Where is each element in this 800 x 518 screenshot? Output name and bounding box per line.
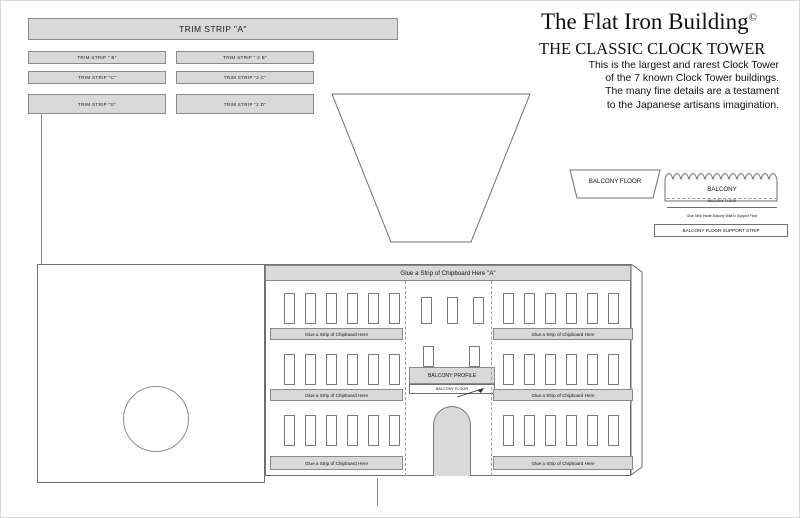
trim-strip-2b: TRIM STRIP " 2 B" [176, 51, 314, 64]
trim-strip-c: TRIM STRIP "C" [28, 71, 166, 84]
window [524, 354, 535, 385]
window [423, 346, 434, 367]
glue-band-top: Glue a Strip of Chipboard Here "A" [265, 265, 631, 281]
window [587, 293, 598, 324]
trim-strip-b: TRIM STRIP " B" [28, 51, 166, 64]
balcony-wall-piece [664, 167, 780, 202]
balcony-profile-box: BALCONY PROFILE [409, 367, 495, 384]
glue-band-row1-left: Glue a Strip of Chipboard Here [270, 328, 403, 340]
balcony-floor-sub-label: BALCONY FLOOR [707, 199, 737, 203]
description-block [521, 59, 779, 112]
copyright-symbol: © [748, 11, 757, 24]
glue-band-row2-right: Glue a Strip of Chipboard Here [493, 389, 633, 401]
window [608, 293, 619, 324]
window [503, 293, 514, 324]
window-row-2-right [498, 354, 628, 386]
leader-line-bottom [377, 478, 378, 506]
window [389, 354, 400, 385]
window [326, 415, 337, 446]
description-line-2: of the 7 known Clock Tower buildings. [605, 73, 779, 85]
window [389, 293, 400, 324]
glue-band-row3-left: Glue a Strip of Chipboard Here [270, 456, 403, 470]
window [566, 354, 577, 385]
page-subtitle: THE CLASSIC CLOCK TOWER [539, 39, 766, 58]
window [305, 354, 316, 385]
window [284, 354, 295, 385]
window [545, 293, 556, 324]
window [347, 415, 358, 446]
window [608, 354, 619, 385]
center-balcony-windows [419, 346, 489, 368]
window [305, 415, 316, 446]
glue-band-row1-right: Glue a Strip of Chipboard Here [493, 328, 633, 340]
balcony-wall-base-line [667, 207, 777, 208]
balcony-floor-label: BALCONY FLOOR [588, 177, 642, 185]
fold-line-right [491, 281, 492, 476]
description-line-4: to the Japanese artisans imagination. [606, 99, 779, 111]
leader-line-vertical [41, 114, 42, 264]
window [284, 415, 295, 446]
window [368, 293, 379, 324]
window [545, 415, 556, 446]
window [421, 297, 432, 324]
window [473, 297, 484, 324]
description-line-1: This is the largest and rarest Clock Tower [588, 60, 779, 71]
balcony-arrow-icon [456, 387, 486, 399]
window [368, 354, 379, 385]
window [284, 293, 295, 324]
trim-strip-a: TRIM STRIP "A" [28, 18, 398, 40]
window [326, 354, 337, 385]
window-row-1-left [279, 293, 409, 325]
window [503, 415, 514, 446]
fold-line-left [405, 281, 406, 476]
window-row-1-center [419, 297, 489, 325]
window [389, 415, 400, 446]
balcony-glue-note: Glue Strip Inside Balcony Wall to Support Floor [686, 214, 758, 218]
window [587, 354, 598, 385]
balcony-support-strip: BALCONY FLOOR SUPPORT STRIP [654, 224, 788, 237]
trim-strip-d: TRIM STRIP "D" [28, 94, 166, 114]
facade-right-fold [631, 264, 643, 476]
window [545, 354, 556, 385]
window [305, 293, 316, 324]
entrance-door [433, 406, 471, 476]
window [587, 415, 598, 446]
description-line-3: The many fine details are a testament [605, 86, 779, 98]
window [524, 415, 535, 446]
window [566, 293, 577, 324]
circle-cutout [123, 386, 189, 452]
trim-strip-2d: TRIM STRIP "2 D" [176, 94, 314, 114]
window [566, 415, 577, 446]
page-title-text: The Flat Iron Building [541, 9, 749, 34]
glue-band-row3-right: Glue a Strip of Chipboard Here [493, 456, 633, 470]
window [347, 293, 358, 324]
window-row-3-left [279, 415, 409, 447]
window-row-3-right [498, 415, 628, 447]
window [368, 415, 379, 446]
window-row-1-right [498, 293, 628, 325]
tapered-tower-panel [331, 93, 531, 243]
trim-strip-2c: TRIM STRIP "2 C" [176, 71, 314, 84]
window [347, 354, 358, 385]
window [447, 297, 458, 324]
window [469, 346, 480, 367]
page-title [541, 9, 757, 35]
window [524, 293, 535, 324]
balcony-wall-label: BALCONY [707, 186, 737, 193]
balcony-profile-sub-box: BALCONY FLOOR [409, 384, 495, 394]
window [608, 415, 619, 446]
window-row-2-left [279, 354, 409, 386]
window [503, 354, 514, 385]
window [326, 293, 337, 324]
glue-band-row2-left: Glue a Strip of Chipboard Here [270, 389, 403, 401]
